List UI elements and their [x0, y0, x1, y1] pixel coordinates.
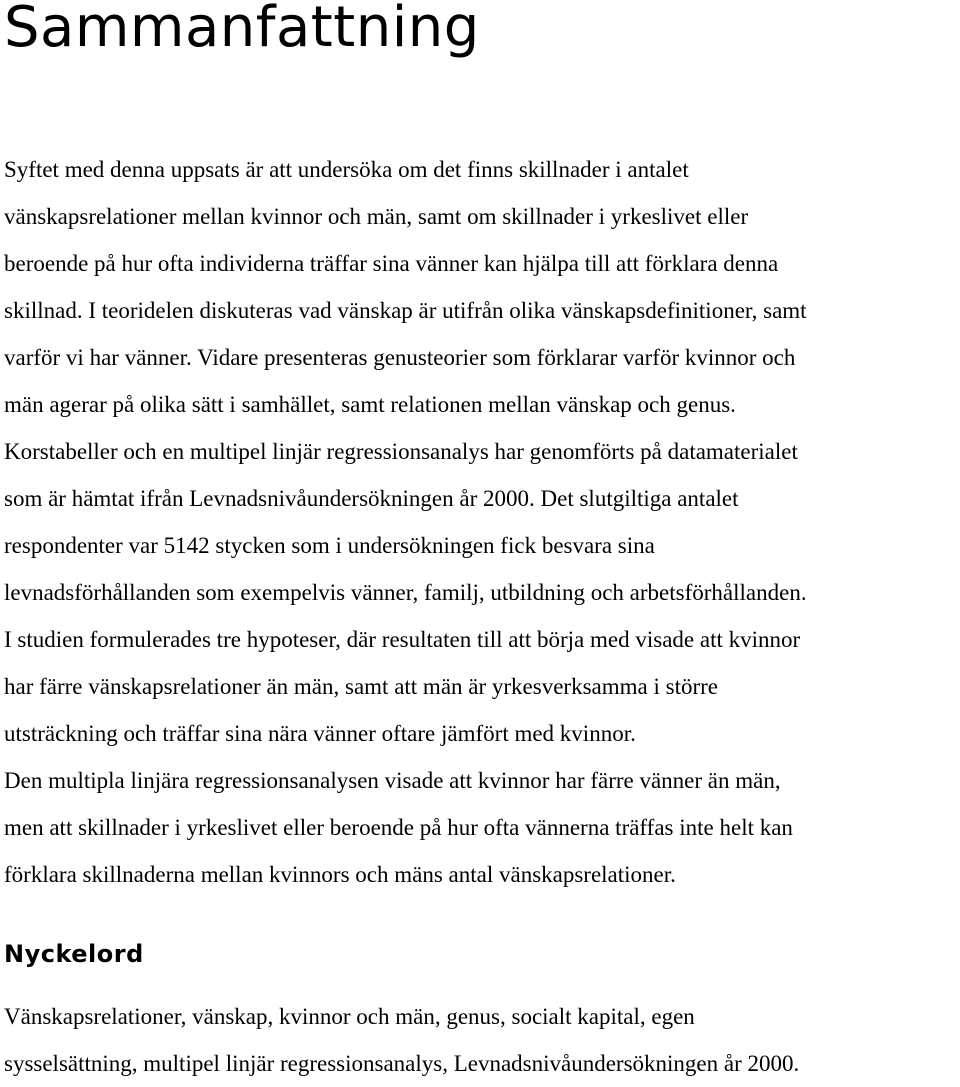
abstract-line: I studien formulerades tre hypoteser, där resultaten till att börja med visade att kvinnor	[4, 627, 801, 652]
keywords-line: Vänskapsrelationer, vänskap, kvinnor och män, genus, socialt kapital, egen	[4, 1004, 695, 1029]
abstract-line: respondenter var 5142 stycken som i undersökningen fick besvara sina	[4, 533, 655, 558]
page-title: Sammanfattning	[4, 0, 480, 60]
abstract-line: män agerar på olika sätt i samhället, samt relationen mellan vänskap och genus.	[4, 392, 736, 417]
keywords-paragraph	[4, 993, 799, 1087]
keywords-heading: Nyckelord	[4, 940, 144, 968]
abstract-line: levnadsförhållanden som exempelvis vänner, familj, utbildning och arbetsförhållanden.	[4, 580, 807, 605]
abstract-line: beroende på hur ofta individerna träffar sina vänner kan hjälpa till att förklara denna	[4, 251, 779, 276]
abstract-line: Den multipla linjära regressionsanalysen visade att kvinnor har färre vänner än män,	[4, 768, 781, 793]
abstract-line: Syftet med denna uppsats är att undersöka om det finns skillnader i antalet	[4, 157, 689, 182]
abstract-line: utsträckning och träffar sina nära vänner oftare jämfört med kvinnor.	[4, 721, 636, 746]
abstract-line: som är hämtat ifrån Levnadsnivåundersökningen år 2000. Det slutgiltiga antalet	[4, 486, 739, 511]
abstract-line: men att skillnader i yrkeslivet eller beroende på hur ofta vännerna träffas inte helt kan	[4, 815, 793, 840]
abstract-paragraph	[4, 146, 807, 898]
keywords-line: sysselsättning, multipel linjär regressionsanalys, Levnadsnivåundersökningen år 2000.	[4, 1051, 800, 1076]
abstract-line: förklara skillnaderna mellan kvinnors och mäns antal vänskapsrelationer.	[4, 862, 676, 887]
abstract-line: skillnad. I teoridelen diskuteras vad vänskap är utifrån olika vänskapsdefinitioner, samt	[4, 298, 807, 323]
abstract-line: har färre vänskapsrelationer än män, samt att män är yrkesverksamma i större	[4, 674, 718, 699]
abstract-line: Korstabeller och en multipel linjär regressionsanalys har genomförts på datamaterialet	[4, 439, 798, 464]
abstract-line: varför vi har vänner. Vidare presenteras genusteorier som förklarar varför kvinnor och	[4, 345, 796, 370]
abstract-line: vänskapsrelationer mellan kvinnor och män, samt om skillnader i yrkeslivet eller	[4, 204, 749, 229]
